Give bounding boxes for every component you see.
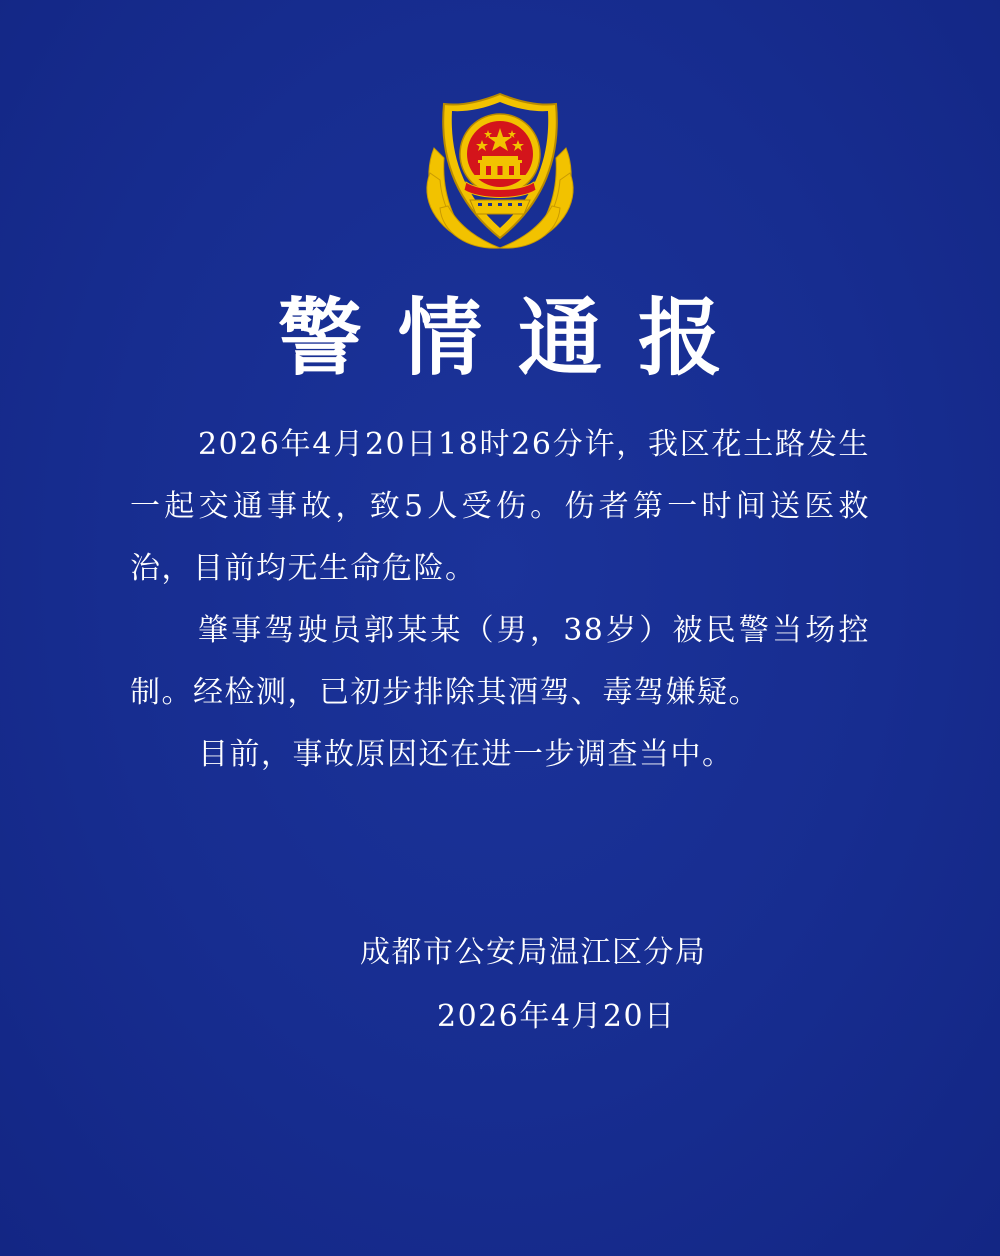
police-emblem-icon	[420, 88, 580, 253]
paragraph-incident: 2026年4月20日18时26分许，我区花土路发生一起交通事故，致5人受伤。伤者第一时间送医救治，目前均无生命危险。	[130, 427, 870, 586]
notice-title: 警情通报	[277, 289, 758, 387]
notice-body	[130, 414, 870, 786]
issuing-organization: 成都市公安局温江区分局	[360, 935, 707, 970]
issue-date: 2026年4月20日	[437, 999, 676, 1034]
paragraph-driver: 肇事驾驶员郭某某（男，38岁）被民警当场控制。经检测，已初步排除其酒驾、毒驾嫌疑。	[130, 613, 870, 710]
paragraph-investigation: 目前，事故原因还在进一步调查当中。	[198, 737, 734, 772]
